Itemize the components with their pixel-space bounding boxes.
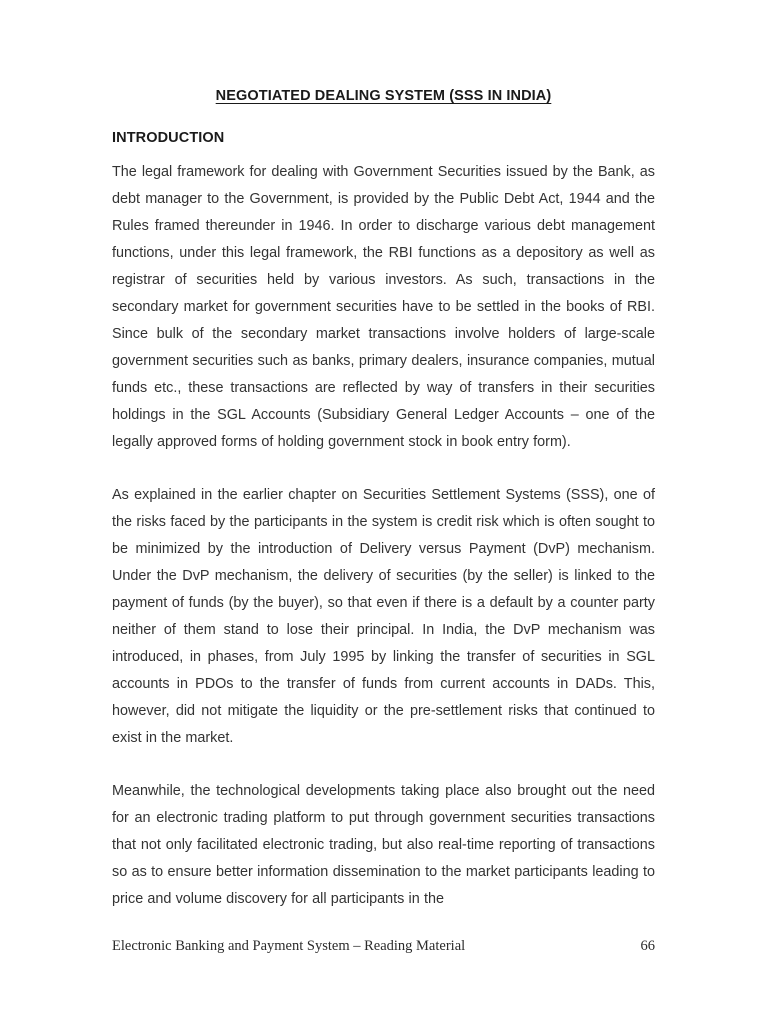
section-heading-introduction: INTRODUCTION: [112, 130, 225, 147]
page-title: [112, 0, 655, 105]
document-content: [112, 0, 655, 913]
paragraph-3: Meanwhile, the technological developments taking place also brought out the need for an electronic trading platform to put through government securities transactions that not only facilitated electronic trading, but also real-time reporting of transactions so as to ensure better information dissemination to the market participants leading to price and volume discovery for all participants in the: [112, 782, 655, 907]
paragraph-1: The legal framework for dealing with Government Securities issued by the Bank, as debt manager to the Government, is provided by the Public Debt Act, 1944 and the Rules framed thereunder in 1946. In order to discharge various debt management functions, under this legal framework, the RBI functions as a depository as well as registrar of securities held by various investors. As such, transactions in the secondary market for government securities have to be settled in the books of RBI. Since bulk of the secondary market transactions involve holders of large-scale government securities such as banks, primary dealers, insurance companies, mutual funds etc., these transactions are reflected by way of transfers in their securities holdings in the SGL Accounts (Subsidiary General Ledger Accounts – one of the legally approved forms of holding government stock in book entry form).: [112, 163, 655, 450]
paragraph-2: As explained in the earlier chapter on Securities Settlement Systems (SSS), one of the risks faced by the participants in the system is credit risk which is often sought to be minimized by the introduction of Delivery versus Payment (DvP) mechanism. Under the DvP mechanism, the delivery of securities (by the seller) is linked to the payment of funds (by the buyer), so that even if there is a default by a counter party neither of them stand to lose their principal. In India, the DvP mechanism was introduced, in phases, from July 1995 by linking the transfer of securities in SGL accounts in PDOs to the transfer of funds from current accounts in DADs. This, however, did not mitigate the liquidity or the pre-settlement risks that continued to exist in the market.: [112, 486, 655, 746]
footer-document-label: Electronic Banking and Payment System – Reading Material: [112, 938, 466, 954]
page-footer: [112, 938, 655, 955]
page-title-text: NEGOTIATED DEALING SYSTEM (SSS IN INDIA): [215, 88, 552, 104]
footer-page-number: 66: [640, 938, 655, 954]
